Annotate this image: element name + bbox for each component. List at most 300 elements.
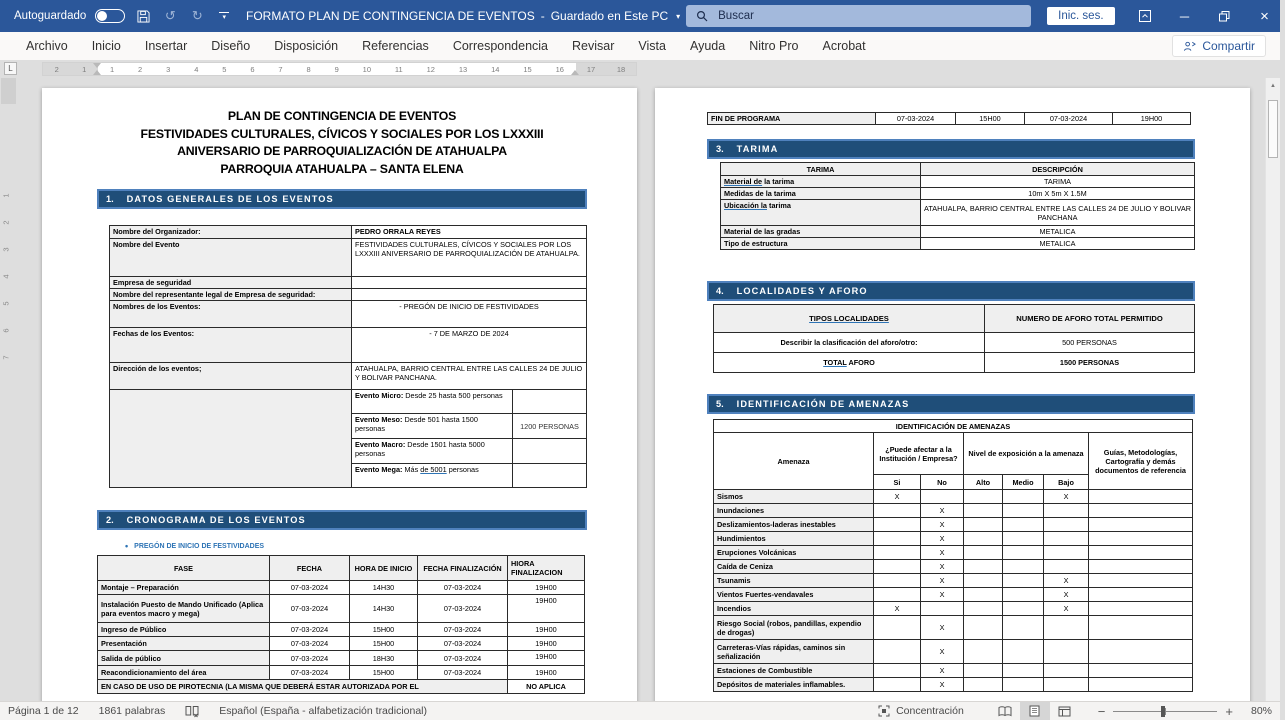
language-indicator[interactable]: Español (España - alfabetización tradicional) (219, 705, 428, 717)
cell: NO APLICA (508, 680, 585, 694)
cell: PEDRO ORRALA REYES (352, 226, 587, 239)
zoom-control (1098, 704, 1272, 719)
cell: 07-03-2024 (418, 581, 508, 595)
cell (964, 490, 1003, 504)
share-label: Compartir (1202, 39, 1255, 53)
section-title: DATOS GENERALES DE LOS EVENTOS (126, 194, 334, 204)
cell (874, 518, 921, 532)
cell: Deslizamientos-laderas inestables (714, 518, 874, 532)
cell: X (1044, 588, 1089, 602)
cell (1044, 546, 1089, 560)
table-row (110, 328, 587, 363)
window-controls (1125, 0, 1285, 32)
cell: Nombres de los Eventos: (110, 301, 352, 328)
focus-label: Concentración (896, 705, 964, 717)
tab-insertar[interactable]: Insertar (144, 39, 188, 53)
ruler-number: 3 (1, 247, 11, 252)
ruler-number: 17 (586, 64, 596, 74)
table-row (714, 588, 1193, 602)
horizontal-ruler[interactable] (42, 62, 637, 76)
cell: FASE (98, 556, 270, 581)
tab-correspondencia[interactable]: Correspondencia (452, 39, 549, 53)
cell (1089, 588, 1193, 602)
cell: 19H00 (1113, 113, 1191, 125)
cell: Vientos Fuertes-vendavales (714, 588, 874, 602)
cell (1089, 490, 1193, 504)
read-mode-button[interactable] (990, 702, 1020, 720)
table-row (721, 200, 1195, 226)
cell: Nombre del Evento (110, 239, 352, 277)
focus-mode-button[interactable] (878, 705, 964, 717)
document-canvas[interactable] (0, 78, 1280, 701)
cell (1089, 504, 1193, 518)
cell: 18H30 (350, 651, 418, 666)
search-input[interactable] (686, 5, 1031, 27)
cell: X (921, 504, 964, 518)
qat-customize-icon[interactable] (215, 6, 233, 26)
cell: Material de las gradas (721, 226, 921, 238)
cell (921, 490, 964, 504)
cell: METALICA (921, 238, 1195, 250)
cell: Montaje – Preparación (98, 581, 270, 595)
cell: Reacondicionamiento del área (98, 666, 270, 680)
cell (1089, 546, 1193, 560)
cell: 07-03-2024 (270, 595, 350, 623)
cell (874, 640, 921, 664)
autosave-toggle[interactable] (95, 9, 125, 23)
section-title: TARIMA (736, 144, 779, 154)
cell (964, 640, 1003, 664)
cell (1003, 518, 1044, 532)
cell: X (921, 678, 964, 692)
toggle-knob-icon (97, 11, 107, 21)
table-row (98, 666, 585, 680)
ruler-number: 9 (334, 64, 339, 74)
ruler-margin-block (1, 78, 16, 104)
ruler-number: 13 (458, 64, 468, 74)
cell: 07-03-2024 (418, 666, 508, 680)
ruler-left-margin (43, 63, 98, 75)
ruler-number: 8 (306, 64, 311, 74)
redo-icon[interactable]: ↻ (191, 8, 203, 23)
table-row (714, 532, 1193, 546)
cell: FECHA (270, 556, 350, 581)
datos-generales-table (109, 225, 587, 488)
tab-inicio[interactable]: Inicio (91, 39, 121, 53)
ruler-number: 16 (555, 64, 564, 74)
table-row (98, 556, 585, 581)
table-row (714, 678, 1193, 692)
heading-line: ANIVERSARIO DE PARROQUIALIZACIÓN DE ATAHUALPA (177, 144, 507, 158)
proofing-icon[interactable] (185, 705, 199, 717)
cell: Riesgo Social (robos, pandillas, expendio de drogas) (714, 616, 874, 640)
ruler-number: 7 (1, 355, 11, 360)
vertical-ruler[interactable] (0, 78, 18, 701)
cell: 500 PERSONAS (985, 333, 1195, 353)
cell (874, 574, 921, 588)
table-row (714, 574, 1193, 588)
cell (874, 546, 921, 560)
cell: X (921, 532, 964, 546)
first-line-indent-marker[interactable] (93, 63, 101, 68)
cell: TARIMA (921, 176, 1195, 188)
ruler-number: 2 (138, 64, 143, 74)
chevron-down-icon: ▾ (676, 11, 681, 21)
section-title: IDENTIFICACIÓN DE AMENAZAS (736, 399, 910, 409)
cell: 07-03-2024 (1025, 113, 1113, 125)
cell: ¿Puede afectar a la Institución / Empresa? (874, 433, 964, 475)
cell: 07-03-2024 (270, 581, 350, 595)
tab-nitro-pro[interactable]: Nitro Pro (749, 39, 799, 53)
cell: - 7 DE MARZO DE 2024 (352, 328, 587, 363)
cell: 10m X 5m X 1.5M (921, 188, 1195, 200)
zoom-slider[interactable] (1113, 711, 1217, 712)
cell: X (921, 560, 964, 574)
cell: Empresa de seguridad (110, 277, 352, 289)
cronograma-table (97, 555, 585, 694)
table-row (110, 226, 587, 239)
table-row (714, 640, 1193, 664)
cell: Fechas de los Eventos: (110, 328, 352, 363)
save-icon[interactable] (134, 6, 152, 26)
cell (1089, 678, 1193, 692)
cell (1003, 574, 1044, 588)
section-header-3 (707, 139, 1195, 159)
cell (1044, 640, 1089, 664)
ruler-number: 6 (250, 64, 255, 74)
cell (1003, 560, 1044, 574)
search-placeholder: Buscar (718, 10, 754, 22)
table-row (98, 623, 585, 637)
cell: Sismos (714, 490, 874, 504)
share-button[interactable] (1172, 35, 1266, 57)
cell: Ubicación la tarima (721, 200, 921, 226)
cell: 15H00 (350, 666, 418, 680)
cell: FIN DE PROGRAMA (708, 113, 876, 125)
cell: X (921, 664, 964, 678)
cell: HIORA FINALIZACION (508, 556, 585, 581)
cell (964, 588, 1003, 602)
cell (1044, 504, 1089, 518)
section-header-2 (97, 510, 587, 530)
title-separator: - (540, 9, 545, 23)
document-title: FORMATO PLAN DE CONTINGENCIA DE EVENTOS (246, 9, 535, 23)
table-row (98, 680, 585, 694)
cell: Presentación (98, 637, 270, 651)
window-title (246, 9, 680, 23)
cell: Nombre del representante legal de Empresa de seguridad: (110, 289, 352, 301)
cell (874, 616, 921, 640)
cell: X (921, 588, 964, 602)
section-number: 4. (716, 286, 724, 296)
ruler-number: 4 (194, 64, 199, 74)
table-row (714, 616, 1193, 640)
cell (1003, 678, 1044, 692)
cell: Describir la clasificación del aforo/otro: (714, 333, 985, 353)
cell (1003, 504, 1044, 518)
cell: 07-03-2024 (876, 113, 956, 125)
cell: Depósitos de materiales inflamables. (714, 678, 874, 692)
cell (874, 504, 921, 518)
cell: 14H30 (350, 581, 418, 595)
table-row (721, 238, 1195, 250)
tab-acrobat[interactable]: Acrobat (822, 39, 866, 53)
cell (964, 560, 1003, 574)
cell: 19H00 (508, 581, 585, 595)
cell (964, 664, 1003, 678)
autosave-label: Autoguardado (14, 10, 87, 22)
cell: Evento Micro: Desde 25 hasta 500 personas (352, 390, 513, 414)
cell: No (921, 475, 964, 490)
zoom-slider-thumb[interactable] (1161, 706, 1165, 717)
section-title: LOCALIDADES Y AFORO (736, 286, 868, 296)
cell (1003, 640, 1044, 664)
table-row (714, 333, 1195, 353)
cell (1003, 616, 1044, 640)
close-icon[interactable]: × (1260, 7, 1269, 25)
page-indicator[interactable]: Página 1 de 12 (8, 705, 79, 717)
cell (1003, 490, 1044, 504)
search-icon (696, 10, 708, 22)
table-row (721, 188, 1195, 200)
sign-in-button[interactable]: Inic. ses. (1047, 7, 1114, 25)
zoom-notch (1165, 708, 1166, 715)
ruler-number: 1 (109, 64, 115, 74)
cell: Guías, Metodologías, Cartografía y demás documentos de referencia (1089, 433, 1193, 490)
tab-vista[interactable]: Vista (638, 39, 666, 53)
cell (874, 678, 921, 692)
cell (921, 602, 964, 616)
cell (110, 390, 352, 488)
cell (1089, 602, 1193, 616)
heading-line: PARROQUIA ATAHUALPA – SANTA ELENA (220, 161, 464, 176)
table-row (714, 504, 1193, 518)
scroll-up-icon[interactable]: ▲ (1270, 82, 1276, 89)
cell (874, 588, 921, 602)
tab-disposicion[interactable]: Disposición (274, 39, 339, 53)
cell: METALICA (921, 226, 1195, 238)
hanging-indent-marker[interactable] (93, 70, 101, 75)
table-row (714, 546, 1193, 560)
cell: 19H00 (508, 666, 585, 680)
cell: Carreteras-Vías rápidas, caminos sin señalización (714, 640, 874, 664)
table-row (708, 113, 1191, 125)
cell: HORA DE INICIO (350, 556, 418, 581)
table-row (98, 581, 585, 595)
ruler-number: 6 (1, 328, 11, 333)
titlebar (0, 0, 1280, 32)
cell (874, 532, 921, 546)
heading-line: PLAN DE CONTINGENCIA DE EVENTOS (227, 109, 457, 123)
cell: 07-03-2024 (270, 651, 350, 666)
cell (964, 678, 1003, 692)
cell: EN CASO DE USO DE PIROTECNIA (LA MISMA QUE DEBERÁ ESTAR AUTORIZADA POR EL (98, 680, 508, 694)
ruler-right-margin (576, 63, 636, 75)
cell: X (1044, 602, 1089, 616)
section-number: 3. (716, 144, 724, 154)
cell: TIPOS LOCALIDADES (714, 305, 985, 333)
status-bar (0, 701, 1280, 720)
ruler-bar (0, 60, 1280, 78)
cell (874, 664, 921, 678)
cell: NUMERO DE AFORO TOTAL PERMITIDO (985, 305, 1195, 333)
cell: Tipo de estructura (721, 238, 921, 250)
table-row (98, 637, 585, 651)
cell: DESCRIPCIÓN (921, 163, 1195, 176)
cell (1044, 678, 1089, 692)
tab-referencias[interactable]: Referencias (362, 39, 429, 53)
table-row (721, 226, 1195, 238)
minimize-icon[interactable]: ─ (1179, 8, 1190, 24)
cell: 14H30 (350, 595, 418, 623)
restore-icon[interactable] (1205, 0, 1245, 32)
cell (1003, 546, 1044, 560)
zoom-level[interactable]: 80% (1250, 705, 1272, 717)
cell: 19H00 (508, 637, 585, 651)
section-number: 5. (716, 399, 724, 409)
tab-archivo[interactable]: Archivo (26, 39, 68, 53)
cell: Medio (1003, 475, 1044, 490)
cell: Material de la tarima (721, 176, 921, 188)
ruler-number: 4 (1, 274, 11, 279)
quick-access-toolbar (14, 6, 246, 26)
ruler-number: 3 (166, 64, 171, 74)
cell: Incendios (714, 602, 874, 616)
cell (1044, 560, 1089, 574)
cell: Alto (964, 475, 1003, 490)
cell: X (921, 574, 964, 588)
cell (1089, 616, 1193, 640)
cell (1003, 532, 1044, 546)
cell: 1200 PERSONAS (513, 414, 587, 439)
cell: X (921, 518, 964, 532)
cell: 15H00 (350, 637, 418, 651)
cell: Evento Mega: Más de 5001 personas (352, 464, 513, 488)
saved-status[interactable]: Guardado en Este PC (550, 9, 669, 23)
cell (964, 602, 1003, 616)
cell (964, 518, 1003, 532)
cell: 07-03-2024 (418, 595, 508, 623)
cell: Bajo (1044, 475, 1089, 490)
right-indent-marker[interactable] (571, 70, 579, 75)
cell: 07-03-2024 (418, 637, 508, 651)
page-2[interactable] (655, 88, 1250, 708)
focus-icon (878, 705, 890, 717)
table-row (110, 363, 587, 390)
table-row (98, 651, 585, 666)
table-row (714, 602, 1193, 616)
cell: Amenaza (714, 433, 874, 490)
page-1[interactable] (42, 88, 637, 708)
ruler-number: 7 (278, 64, 283, 74)
zoom-in-icon[interactable]: + (1225, 703, 1233, 719)
aforo-table (713, 304, 1195, 373)
ruler-number: 1 (1, 193, 11, 198)
cell (513, 439, 587, 464)
undo-icon[interactable]: ↺ (164, 8, 176, 23)
list-item (125, 543, 587, 550)
ruler-number: 2 (1, 220, 11, 225)
word-count[interactable]: 1861 palabras (98, 705, 166, 717)
ruler-number: 10 (362, 64, 371, 74)
tab-ayuda[interactable]: Ayuda (689, 39, 726, 53)
cell (964, 532, 1003, 546)
cell (352, 289, 587, 301)
ribbon-display-options-icon[interactable] (1125, 0, 1165, 32)
cell (964, 546, 1003, 560)
cell (1003, 588, 1044, 602)
cell: TOTAL AFORO (714, 353, 985, 373)
cell: Si (874, 475, 921, 490)
cell: X (1044, 574, 1089, 588)
web-layout-button[interactable] (1050, 702, 1080, 720)
cell: 07-03-2024 (270, 623, 350, 637)
zoom-out-icon[interactable]: − (1097, 703, 1106, 719)
cell: X (921, 640, 964, 664)
vertical-scrollbar[interactable] (1265, 78, 1280, 701)
table-row (110, 277, 587, 289)
ruler-number: 18 (616, 64, 626, 74)
table-row (98, 595, 585, 623)
cell (1044, 664, 1089, 678)
table-row (714, 490, 1193, 504)
cell: 07-03-2024 (418, 623, 508, 637)
section-header-1 (97, 189, 587, 209)
cell: X (874, 490, 921, 504)
table-row (714, 664, 1193, 678)
cell: 15H00 (956, 113, 1025, 125)
cell: Nombre del Organizador: (110, 226, 352, 239)
cell: - PREGÓN DE INICIO DE FESTIVIDADES (352, 301, 587, 328)
cell (1089, 532, 1193, 546)
cell: X (921, 616, 964, 640)
table-row (714, 433, 1193, 475)
cell (1089, 664, 1193, 678)
cell (1044, 518, 1089, 532)
table-row (714, 518, 1193, 532)
print-layout-button[interactable] (1020, 702, 1050, 720)
cell: Nivel de exposición a la amenaza (964, 433, 1089, 475)
tarima-table (720, 162, 1195, 250)
cell: Erupciones Volcánicas (714, 546, 874, 560)
cell: Tsunamis (714, 574, 874, 588)
cell: 07-03-2024 (270, 666, 350, 680)
tab-stop-selector[interactable]: L (4, 62, 17, 75)
cell (1044, 532, 1089, 546)
table-row (110, 390, 587, 414)
section-number: 1. (106, 194, 114, 204)
cell: Hundimientos (714, 532, 874, 546)
cell (964, 504, 1003, 518)
tab-diseno[interactable]: Diseño (211, 39, 251, 53)
tab-revisar[interactable]: Revisar (572, 39, 615, 53)
cell: IDENTIFICACIÓN DE AMENAZAS (714, 420, 1193, 433)
cell: Inundaciones (714, 504, 874, 518)
ruler-number: 5 (222, 64, 227, 74)
cell: ATAHUALPA, BARRIO CENTRAL ENTRE LAS CALLES 24 DE JULIO Y BOLIVAR PANCHANA. (352, 363, 587, 390)
cell (874, 560, 921, 574)
section-number: 2. (106, 515, 114, 525)
ruler-number: 11 (394, 64, 403, 74)
cell: Evento Macro: Desde 1501 hasta 5000 personas (352, 439, 513, 464)
cell: 19H00 (508, 651, 585, 666)
cell (1089, 574, 1193, 588)
caret-down-icon: ▾ (219, 12, 229, 21)
table-row (714, 560, 1193, 574)
section-title: CRONOGRAMA DE LOS EVENTOS (126, 515, 306, 525)
scrollbar-thumb[interactable] (1268, 100, 1278, 158)
cell: 15H00 (350, 623, 418, 637)
